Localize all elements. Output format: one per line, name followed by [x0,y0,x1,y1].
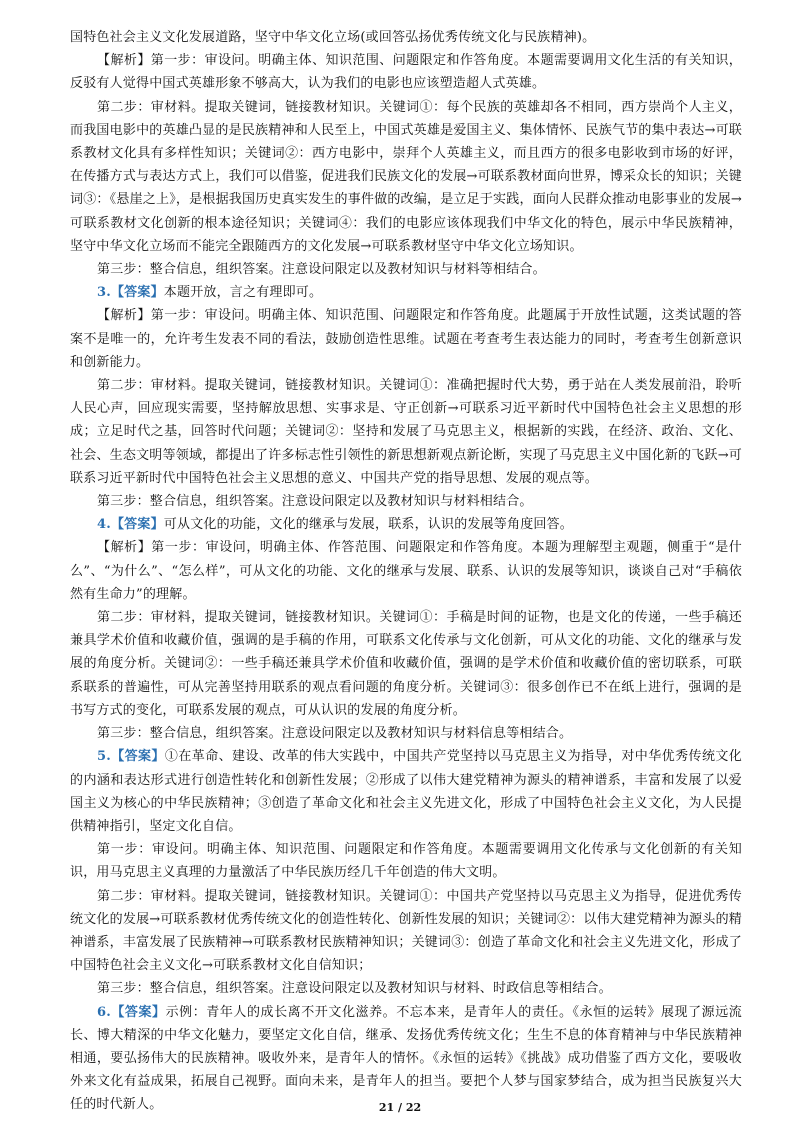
document-body [0,26,800,1117]
answer-4 [0,513,800,536]
analysis-paragraph: 【解析】第一步：审设问。明确主体、知识范围、问题限定和作答角度。本题需要调用文化生活的有关知识，反驳有人觉得中国式英雄形象不够高大，认为我们的电影也应该塑造超人式英雄。 [70,53,742,92]
answer-tag: 【答案】 [110,285,164,301]
paragraph: 国特色社会主义文化发展道路，坚守中华文化立场(或回答弘扬优秀传统文化与民族精神)。 [70,30,596,45]
answer-3 [0,281,800,304]
page-number: 21 / 22 [378,1101,422,1114]
paragraph: 第三步：整合信息，组织答案。注意设问限定以及教材知识与材料相结合。 [97,494,533,510]
answer-text: ①在革命、建设、改革的伟大实践中，中国共产党坚持以马克思主义为指导，对中华优秀传统文化的内涵和表达形式进行创造性转化和创新性发展；②形成了以伟大建党精神为源头的精神谱系，丰富和发展了以爱国主义为核心的中华民族精神；③创造了革命文化和社会主义先进文化，形成了中国特色社会主义文化，为人民提供精神指引，坚定文化自信。 [70,749,742,834]
analysis-paragraph: 【解析】第一步：审设问。明确主体、知识范围、问题限定和作答角度。此题属于开放性试题，这类试题的答案不是唯一的，允许考生发表不同的看法，鼓励创造性思维。试题在考查考生表达能力的同时，考查考生创新意识和创新能力。 [70,308,742,370]
paragraph: 第二步：审材料。提取关键词，链接教材知识。关键词①：每个民族的英雄却各不相同，西方崇尚个人主义，而我国电影中的英雄凸显的是民族精神和人民至上，中国式英雄是爱国主义、集体情怀、民族气节的集中表达→可联系教材文化具有多样性知识；关键词②：西方电影中，崇拜个人英雄主义，而且西方的很多电影收到市场的好评，在传播方式与表达方式上，我们可以借鉴，促进我们民族文化的发展→可联系教材面向世界，博采众长的知识；关键词③：《悬崖之上》，是根据我国历史真实发生的事件做的改编，是立足于实践，面向人民群众推动电影事业的发展→可联系教材文化创新的根本途径知识；关键词④：我们的电影应该体现我们中华文化的特色，展示中华民族精神，坚守中华文化立场而不能完全跟随西方的文化发展→可联系教材坚守中华文化立场知识。 [70,99,742,254]
question-number: 5. [97,749,111,765]
paragraph: 第一步：审设问。明确主体、知识范围、问题限定和作答角度。本题需要调用文化传承与文化创新的有关知识，用马克思主义真理的力量激活了中华民族历经几千年创造的伟大文明。 [70,842,742,881]
paragraph: 第三步：整合信息，组织答案。注意设问限定以及教材知识与材料信息等相结合。 [97,726,573,742]
question-number: 3. [97,285,111,301]
answer-tag: 【答案】 [110,517,164,533]
question-number: 4. [97,517,111,533]
paragraph: 第二步：审材料，提取关键词，链接教材知识。关键词①：手稿是时间的证物，也是文化的传递，一些手稿还兼具学术价值和收藏价值，强调的是手稿的作用，可联系文化传承与文化创新，可从文化的功能、文化的继承与发展的角度分析。关键词②：一些手稿还兼具学术价值和收藏价值，强调的是学术价值和收藏价值的密切联系，可联系联系的普遍性，可从完善坚持用联系的观点看问题的角度分析。关键词③：很多创作已不在纸上进行，强调的是书写方式的变化，可联系发展的观点，可从认识的发展的角度分析。 [70,610,742,718]
paragraph: 第二步：审材料。提取关键词，链接教材知识。关键词①：中国共产党坚持以马克思主义为指导，促进优秀传统文化的发展→可联系教材优秀传统文化的创造性转化、创新性发展的知识；关键词②：以伟大建党精神为源头的精神谱系，丰富发展了民族精神→可联系教材民族精神知识；关键词③：创造了革命文化和社会主义先进文化，形成了中国特色社会主义文化→可联系教材文化自信知识； [70,888,742,974]
question-number: 6. [97,1004,111,1020]
answer-6 [0,1001,800,1117]
paragraph: 第三步：整合信息，组织答案。注意设问限定以及教材知识与材料、时政信息等相结合。 [97,981,612,997]
answer-text: 本题开放，言之有理即可。 [163,285,323,301]
paragraph: 第三步：整合信息，组织答案。注意设问限定以及教材知识与材料等相结合。 [97,262,546,278]
answer-text: 示例：青年人的成长离不开文化滋养。不忘本来，是青年人的责任。《永恒的运转》展现了源远流长、博大精深的中华文化魅力，要坚定文化自信，继承、发扬优秀传统文化；生生不息的体育精神与中华民族精神相通，要弘扬伟大的民族精神。吸收外来，是青年人的情怀。《永恒的运转》《挑战》成功借鉴了西方文化，要吸收外来文化有益成果，拓展自己视野。面向未来，是青年人的担当。要把个人梦与国家梦结合，成为担当民族复兴大任的时代新人。 [70,1004,742,1113]
answer-tag: 【答案】 [110,1004,166,1020]
paragraph: 第二步：审材料。提取关键词，链接教材知识。关键词①：准确把握时代大势，勇于站在人类发展前沿，聆听人民心声，回应现实需要，坚持解放思想、实事求是、守正创新→可联系习近平新时代中国特色社会主义思想的形成；立足时代之基，回答时代问题；关键词②：坚持和发展了马克思主义，根据新的实践，在经济、政治、文化、社会、生态文明等领域，都提出了许多标志性引领性的新思想新观点新论断，实现了马克思主义中国化新的飞跃→可联系习近平新时代中国特色社会主义思想的意义、中国共产党的指导思想、发展的观点等。 [70,378,742,486]
analysis-paragraph: 【解析】第一步：审设问，明确主体、作答范围、问题限定和作答角度。本题为理解型主观题，侧重于“是什么”、“为什么”、“怎么样”，可从文化的功能、文化的继承与发展、联系、认识的发展等知识，谈谈自己对“手稿依然有生命力”的理解。 [70,540,742,602]
answer-tag: 【答案】 [110,749,165,765]
answer-text: 可从文化的功能，文化的继承与发展，联系，认识的发展等角度回答。 [163,517,573,533]
answer-5 [0,745,800,838]
